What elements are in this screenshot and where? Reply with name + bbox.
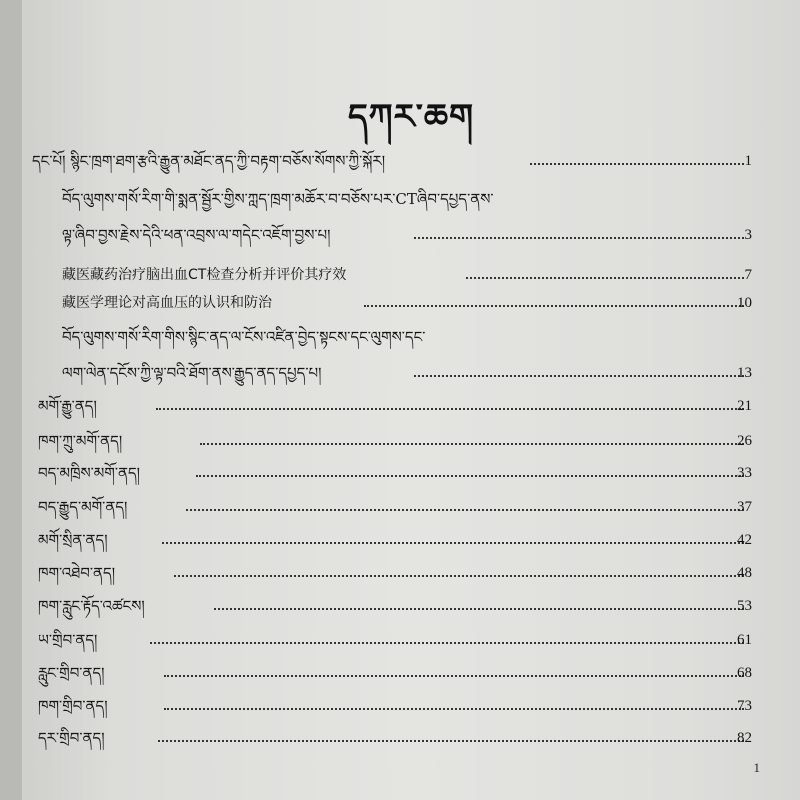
- toc-entry-title: རླུང་གྲིབ་ནད།: [38, 664, 105, 682]
- toc-entry: [22, 725, 800, 751]
- toc-leader-dots: [414, 237, 744, 239]
- toc-page-number: 48: [737, 565, 752, 581]
- toc-entry-title: བད་མཁྲིས་མགོ་ནད།: [38, 464, 141, 482]
- toc-page-number: 37: [737, 499, 752, 515]
- toc-entry-title: ལག་ལེན་དངོས་ཀྱི་ལྟ་བའི་ཐོག་ནས་རྒྱུད་ནད་དཔྱད་པ།: [62, 364, 322, 382]
- toc-page-number: 10: [737, 295, 752, 311]
- toc-leader-dots: [174, 575, 744, 577]
- toc-entry: [22, 148, 800, 174]
- toc-leader-dots: [200, 443, 744, 445]
- toc-leader-dots: [186, 509, 744, 511]
- toc-entry-title: བོད་ལུགས་གསོ་རིག་གི་སྨན་སྦྱོར་གྱིས་ཀླད་ཁྲག་མཆོར་བ་བཅོས་པར་CTཞིབ་དཔྱད་ནས་: [62, 190, 494, 208]
- toc-entry-title: བད་རྒྱུད་མགོ་ནད།: [38, 498, 128, 516]
- toc-entry-title: མགོ་སྲིན་ནད།: [38, 531, 108, 549]
- toc-leader-dots: [214, 608, 744, 610]
- toc-page-number: 1: [744, 153, 752, 169]
- toc-entry-title: ཁག་རླུང་རྟོད་འཚངས།: [38, 597, 145, 615]
- toc-entry: [22, 290, 800, 316]
- toc-entry-title: ཁག་ཀྲུ་མགོ་ནད།: [38, 432, 123, 450]
- toc-entry: [22, 593, 800, 619]
- toc-entry-title: 藏医藏药治疗脑出血CT检查分析并评价其疗效: [62, 267, 347, 283]
- toc-page-number: 42: [737, 532, 752, 548]
- toc-entry-title: ཁག་གྲིབ་ནད།: [38, 697, 108, 715]
- toc-page-number: 13: [737, 365, 752, 381]
- toc-page-number: 21: [737, 398, 752, 414]
- toc-entry: [22, 494, 800, 520]
- toc-page-number: 33: [737, 465, 752, 481]
- toc-entry-title: དང་པོ། སྙིང་ཁྲག་ཐག་རྩའི་རྒྱུན་མཐོང་ནད་ཀྱི་བརྟག་བཅོས་སོགས་ཀྱི་སྐོར།: [32, 152, 386, 170]
- toc-leader-dots: [150, 642, 744, 644]
- toc-page-number: 53: [737, 598, 752, 614]
- toc-page-number: 73: [737, 698, 752, 714]
- toc-page-number: 26: [737, 433, 752, 449]
- toc-leader-dots: [164, 675, 744, 677]
- toc-leader-dots: [364, 305, 744, 307]
- toc-entry-title: 藏医学理论对高血压的认识和防治: [62, 295, 272, 311]
- toc-page-number: 3: [744, 227, 752, 243]
- toc-entry-title: བོད་ལུགས་གསོ་རིག་གིས་སྙིང་ནད་ལ་ངོས་འཛིན་བྱེད་སྟངས་དང་ལུགས་དང་: [62, 328, 426, 346]
- toc-leader-dots: [162, 542, 744, 544]
- toc-entry: [22, 428, 800, 454]
- document-page: [22, 0, 800, 800]
- toc-entry: [22, 693, 800, 719]
- toc-entry: [22, 660, 800, 686]
- toc-entry: [22, 360, 800, 386]
- toc-entry-title: ཁག་འཐེབ་ནད།: [38, 564, 116, 582]
- toc-page-number: 61: [737, 632, 752, 648]
- toc-leader-dots: [156, 408, 744, 410]
- toc-leader-dots: [158, 740, 744, 742]
- toc-leader-dots: [164, 708, 744, 710]
- toc-entry-title: དར་གྲིབ་ནད།: [38, 729, 105, 747]
- toc-entry: [22, 222, 800, 248]
- toc-entry: [22, 560, 800, 586]
- toc-page-number: 7: [744, 267, 752, 283]
- page-title: དཀར་ཆག: [347, 97, 475, 137]
- toc-leader-dots: [414, 375, 744, 377]
- toc-entry: [22, 393, 800, 419]
- page-folio: 1: [753, 760, 760, 775]
- toc-entry: [22, 460, 800, 486]
- toc-leader-dots: [466, 277, 744, 279]
- toc-page-number: 68: [737, 665, 752, 681]
- toc-entry: [22, 527, 800, 553]
- toc-entry: [22, 324, 800, 350]
- toc-entry-title: ཡ་གྲིབ་ནད།: [38, 631, 98, 649]
- toc-page-number: 82: [737, 730, 752, 746]
- toc-leader-dots: [530, 163, 744, 165]
- toc-entry-title: ལྟ་ཞིབ་བྱས་རྗེས་དེའི་ཕན་འབྲས་ལ་གདེང་འཇོག་བྱས་པ།: [62, 226, 331, 244]
- toc-entry: [22, 627, 800, 653]
- toc-entry: [22, 186, 800, 212]
- toc-leader-dots: [196, 475, 744, 477]
- toc-entry-title: མགོ་རྒྱུ་ནད།: [38, 397, 97, 415]
- toc-entry: [22, 262, 800, 288]
